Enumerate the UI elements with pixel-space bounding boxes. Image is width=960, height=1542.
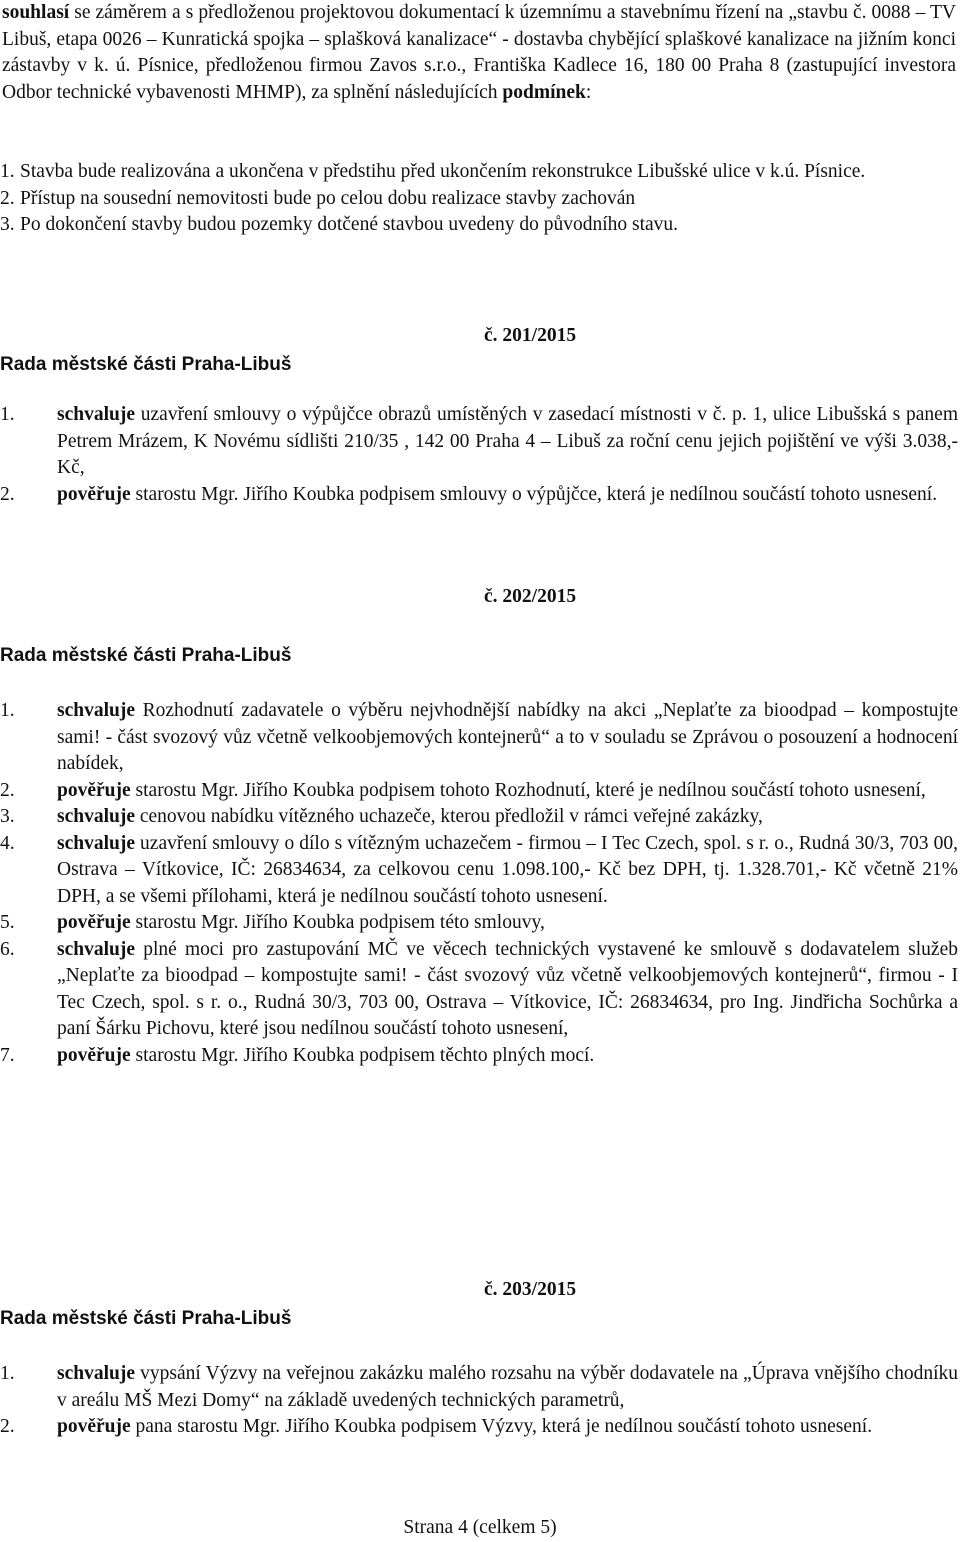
condition-text: Stavba bude realizována a ukončena v předstihu před ukončením rekonstrukce Libušské ulice v k.ú. Písnice. [20, 161, 866, 182]
item-text: starostu Mgr. Jiřího Koubka podpisem tohoto Rozhodnutí, které je nedílnou součástí tohoto usnesení, [130, 779, 926, 801]
item-text: Rozhodnutí zadavatele o výběru nejvhodnější nabídky na akci „Neplaťte za bioodpad – kompostujte sami! - část svozový vůz včetně velkoobjemových kontejnerů“ a to v souladu se Zprávou o posouzení a hodnocení nabídek, [57, 700, 958, 774]
item-verb: schvaluje [57, 806, 135, 827]
item-text: uzavření smlouvy o výpůjčce obrazů umístěných v zasedací místnosti v č. p. 1, ulice Libušská s panem Petrem Mrázem, K Novému sídlišti 210/35 , 142 00 Praha 4 – Libuš za roční cenu jejich pojištění ve výši 3.038,- Kč, [57, 404, 958, 478]
resolution-item [0, 1414, 958, 1441]
resolution-item [0, 804, 958, 831]
item-text: plné moci pro zastupování MČ ve věcech technických vystavené ke smlouvě s dodavatelem služeb „Neplaťte za bioodpad – kompostujte sami! - část svozový vůz včetně velkoobjemových kontejnerů“, firmou - I Tec Czech, spol. s r. o., Rudná 30/3, 703 00, Ostrava – Vítkovice, IČ: 26834634, pro Ing. Jindřicha Sochůrka a paní Šárku Pichovu, které jsou nedílnou součástí tohoto usnesení, [57, 938, 958, 1039]
resolution-item [0, 937, 958, 1043]
item-verb: schvaluje [57, 938, 135, 960]
resolution-items [0, 1361, 958, 1441]
item-verb: schvaluje [57, 700, 135, 721]
resolution-item [0, 910, 958, 937]
item-text: uzavření smlouvy o dílo s vítězným uchazečem - firmou – I Tec Czech, spol. s r. o., Rudná 30/3, 703 00, Ostrava – Vítkovice, IČ: 26834634, za celkovou cenu 1.098.100,- Kč bez DPH, tj. 1.328.701,- Kč včetně 21% DPH, a se všemi přílohami, která je nedílnou součástí tohoto usnesení. [57, 832, 958, 907]
intro-verb: souhlasí [2, 2, 70, 23]
item-number: 2. [0, 1416, 15, 1437]
item-verb: pověřuje [57, 1044, 131, 1066]
conditions-list [0, 159, 958, 239]
intro-text: se záměrem a s předloženou projektovou dokumentací k územnímu a stavebnímu řízení na „stavbu č. 0088 – TV Libuš, etapa 0026 – Kunratická spojka – splašková kanalizace“ - dostavba chybějící splaškové kanalizace na jižním konci zástavby v k. ú. Písnice, předloženou firmou Zavos s.r.o., Františka Kadlece 16, 180 00 Praha 8 (zastupující investora Odbor technické vybavenosti MHMP), za splnění následujících [2, 2, 956, 103]
item-number: 1. [0, 404, 15, 425]
resolution-item [0, 698, 958, 778]
item-number: 6. [0, 938, 15, 960]
item-text: starostu Mgr. Jiřího Koubka podpisem této smlouvy, [130, 912, 545, 933]
item-verb: pověřuje [57, 1416, 131, 1437]
item-text: pana starostu Mgr. Jiřího Koubka podpisem Výzvy, která je nedílnou součástí tohoto usnesení. [130, 1416, 873, 1437]
item-number: 4. [0, 832, 15, 854]
item-verb: schvaluje [57, 832, 135, 854]
resolution-number: č. 203/2015 [484, 1279, 577, 1300]
condition-number: 3. [0, 214, 15, 235]
item-number: 2. [0, 483, 15, 505]
item-verb: pověřuje [57, 779, 131, 801]
item-text: starostu Mgr. Jiřího Koubka podpisem těchto plných mocí. [130, 1044, 595, 1066]
resolution-items [0, 402, 958, 508]
item-text: starostu Mgr. Jiřího Koubka podpisem smlouvy o výpůjčce, která je nedílnou součástí tohoto usnesení. [130, 483, 938, 505]
resolution-number: č. 202/2015 [484, 586, 577, 607]
item-verb: schvaluje [57, 1363, 135, 1384]
resolution-items [0, 698, 958, 1069]
item-number: 5. [0, 912, 15, 933]
condition-item [0, 186, 958, 213]
item-number: 1. [0, 700, 15, 721]
condition-item [0, 159, 958, 186]
condition-number: 1. [0, 161, 15, 182]
resolution-body: Rada městské části Praha-Libuš [0, 645, 292, 666]
item-number: 2. [0, 779, 15, 801]
resolution-number: č. 201/2015 [484, 325, 577, 346]
intro-paragraph [2, 0, 956, 106]
resolution-item [0, 482, 958, 509]
item-verb: schvaluje [57, 404, 135, 425]
item-verb: pověřuje [57, 483, 131, 505]
resolution-item [0, 402, 958, 482]
item-number: 3. [0, 806, 15, 827]
item-text: vypsání Výzvy na veřejnou zakázku malého rozsahu na výběr dodavatele na „Úprava vnějšího chodníku v areálu MŠ Mezi Domy“ na základě uvedených technických parametrů, [57, 1363, 958, 1411]
resolution-item [0, 1361, 958, 1414]
item-number: 1. [0, 1363, 15, 1384]
condition-text: Přístup na sousední nemovitosti bude po celou dobu realizace stavby zachován [20, 187, 636, 209]
resolution-item [0, 778, 958, 805]
condition-item [0, 212, 958, 239]
resolution-body: Rada městské části Praha-Libuš [0, 354, 292, 375]
page-footer: Strana 4 (celkem 5) [403, 1517, 557, 1538]
condition-number: 2. [0, 187, 15, 209]
item-text: cenovou nabídku vítězného uchazeče, kterou předložil v rámci veřejné zakázky, [135, 806, 763, 827]
intro-colon: : [585, 81, 592, 103]
item-number: 7. [0, 1044, 15, 1066]
condition-text: Po dokončení stavby budou pozemky dotčené stavbou uvedeny do původního stavu. [20, 214, 679, 235]
item-verb: pověřuje [57, 912, 131, 933]
resolution-body: Rada městské části Praha-Libuš [0, 1308, 292, 1329]
resolution-item [0, 1043, 958, 1070]
intro-conditions-word: podmínek [502, 81, 586, 103]
resolution-item [0, 831, 958, 911]
